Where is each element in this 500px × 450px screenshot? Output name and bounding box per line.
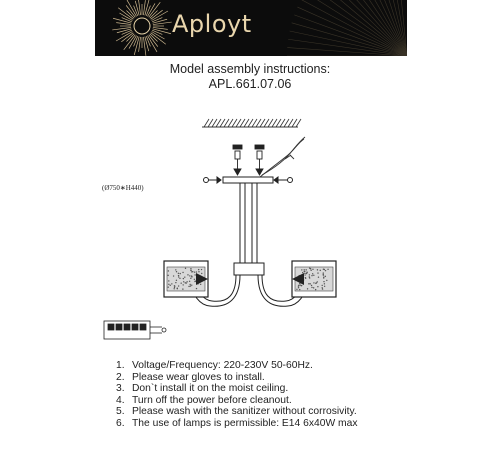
list-item [116, 406, 357, 418]
list-item [116, 372, 357, 384]
list-item [116, 383, 357, 395]
list-item [116, 418, 357, 430]
brand-banner [95, 0, 407, 56]
item-number: 3. [116, 383, 125, 395]
ceiling-hatch-icon [202, 119, 301, 127]
instruction-list [116, 360, 357, 430]
item-number: 6. [116, 417, 125, 429]
dimension-label: (Ø750∗H440) [102, 184, 144, 192]
wires-icon [260, 137, 305, 177]
item-number: 2. [116, 371, 125, 383]
mounting-screws-icon [233, 145, 264, 175]
document-title: Model assembly instructions: [169, 62, 331, 76]
item-text: Voltage/Frequency: 220-230V 50-60Hz. [132, 360, 313, 371]
list-item [116, 360, 357, 372]
item-number: 4. [116, 394, 125, 406]
item-text: The use of lamps is permissible: E14 6x40W max [132, 417, 358, 429]
brand-name: Aployt [172, 10, 252, 38]
item-text: Don`t install it on the moist ceiling. [132, 383, 289, 395]
list-item [116, 395, 357, 407]
item-text: Please wash with the sanitizer without corrosivity. [132, 406, 357, 418]
assembly-diagram [100, 115, 400, 345]
item-text: Please wear gloves to install. [132, 371, 265, 383]
item-number: 5. [116, 406, 125, 418]
model-code: APL.661.07.06 [208, 77, 292, 91]
terminal-block-icon [104, 321, 166, 339]
item-number: 1. [116, 360, 125, 371]
item-text: Turn off the power before cleanout. [132, 394, 292, 406]
